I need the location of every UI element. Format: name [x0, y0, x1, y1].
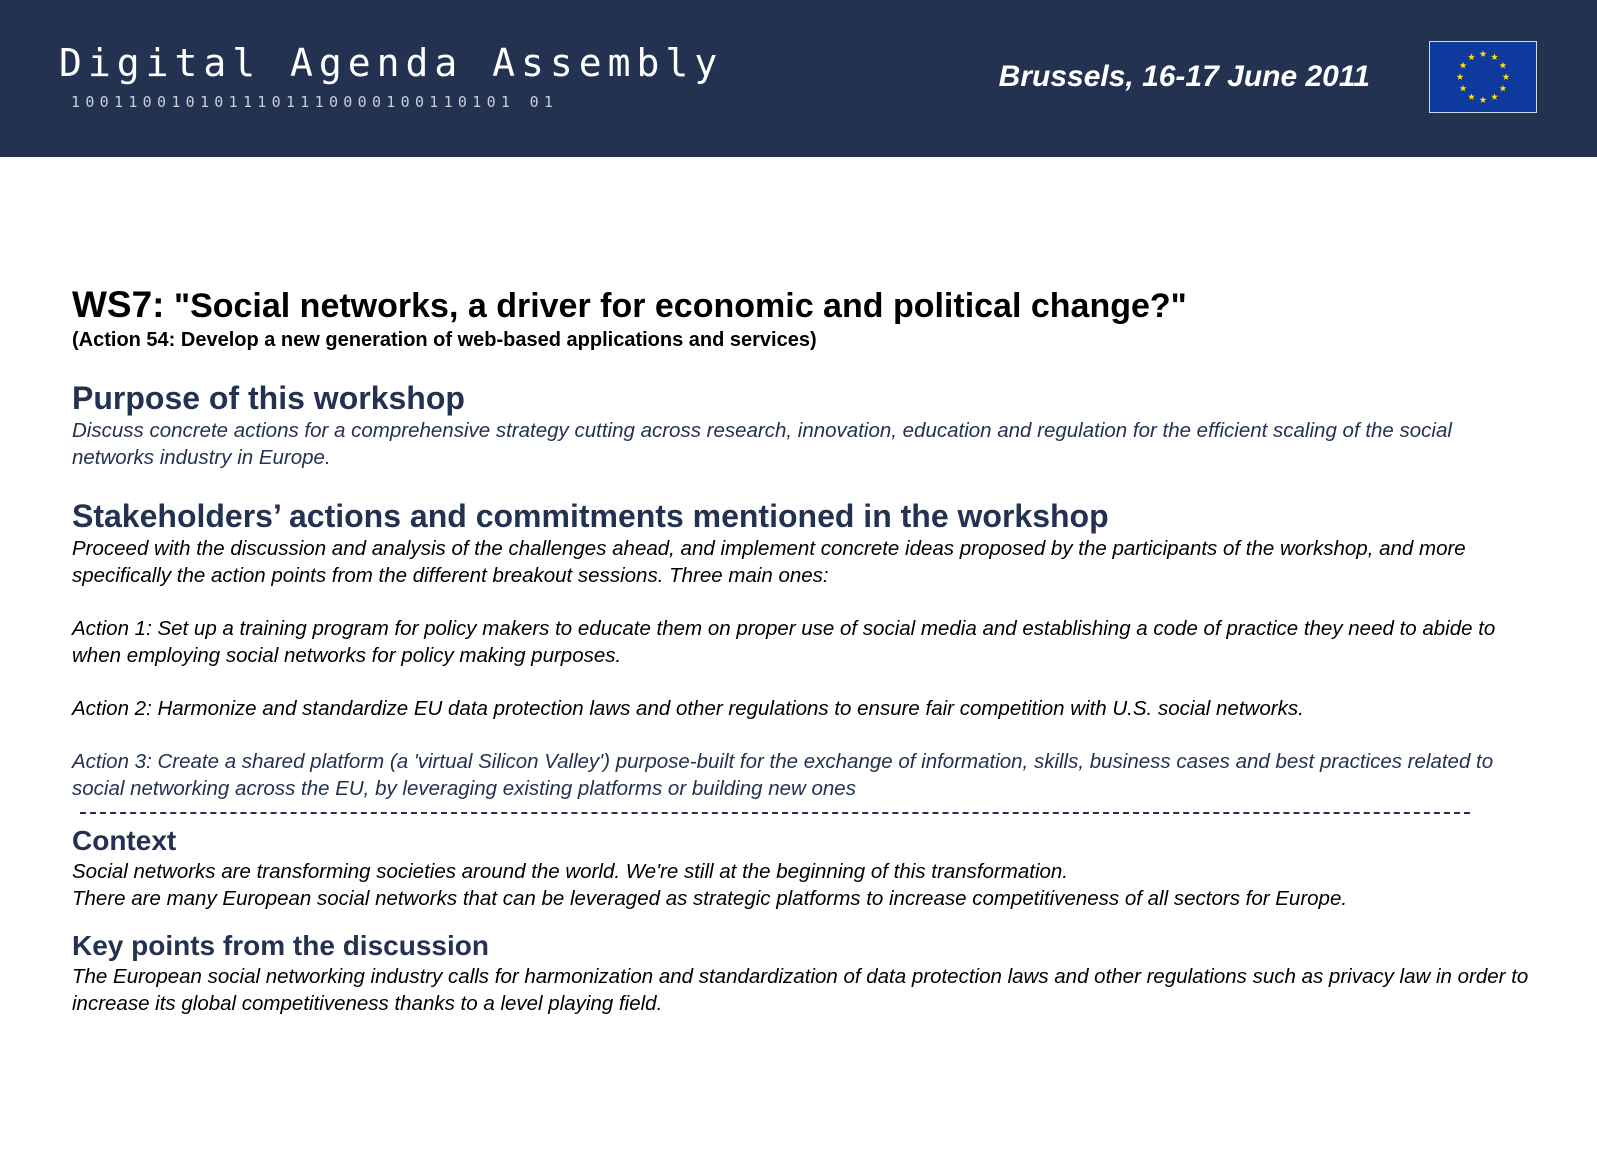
header-banner: [0, 0, 1597, 157]
brand-title: Digital Agenda Assembly: [59, 41, 724, 85]
workshop-title: [72, 284, 1532, 327]
purpose-text: Discuss concrete actions for a comprehensive strategy cutting across research, innovation, education and regulation for the efficient scaling of the social networks industry in Europe.: [72, 418, 1452, 469]
action-item-3: Action 3: Create a shared platform (a 'virtual Silicon Valley') purpose-built for the exchange of information, skills, business cases and best practices related to social networking across the EU, by leveraging existing platforms or building new ones: [72, 750, 1494, 801]
workshop-subtitle: (Action 54: Develop a new generation of web-based applications and services): [72, 328, 817, 351]
context-line-2: There are many European social networks that can be leveraged as strategic platforms to increase competitiveness of all sectors for Europe.: [72, 886, 1348, 910]
brand-binary-strip: 1001100101011101110000100110101 01: [71, 93, 559, 111]
workshop-code: WS7:: [72, 284, 165, 325]
action-item-1: Action 1: Set up a training program for policy makers to educate them on proper use of social media and establishing a code of practice they need to abide to when employing social networks for policy making purposes.: [72, 617, 1496, 668]
context-heading: Context: [72, 825, 177, 857]
section-divider: [80, 812, 1470, 814]
purpose-heading: Purpose of this workshop: [72, 379, 465, 416]
action-item-2: Action 2: Harmonize and standardize EU data protection laws and other regulations to ensure fair competition with U.S. social networks.: [72, 697, 1304, 721]
key-points-text: The European social networking industry calls for harmonization and standardization of data protection laws and other regulations such as privacy law in order to increase its global competitiveness thanks to a level playing field.: [72, 964, 1529, 1015]
workshop-document: [72, 284, 1532, 1017]
event-date: Brussels, 16-17 June 2011: [998, 60, 1370, 93]
context-line-1: Social networks are transforming societies around the world. We're still at the beginning of this transformation.: [72, 859, 1068, 883]
eu-flag-icon: [1429, 41, 1537, 113]
workshop-title-text: "Social networks, a driver for economic and political change?": [173, 287, 1187, 325]
stakeholders-heading: Stakeholders’ actions and commitments mentioned in the workshop: [72, 497, 1109, 534]
stakeholders-intro: Proceed with the discussion and analysis of the challenges ahead, and implement concrete ideas proposed by the participants of the workshop, and more specifically the action points from the different breakout sessions. Three main ones:: [72, 537, 1466, 588]
key-points-heading: Key points from the discussion: [72, 929, 489, 961]
